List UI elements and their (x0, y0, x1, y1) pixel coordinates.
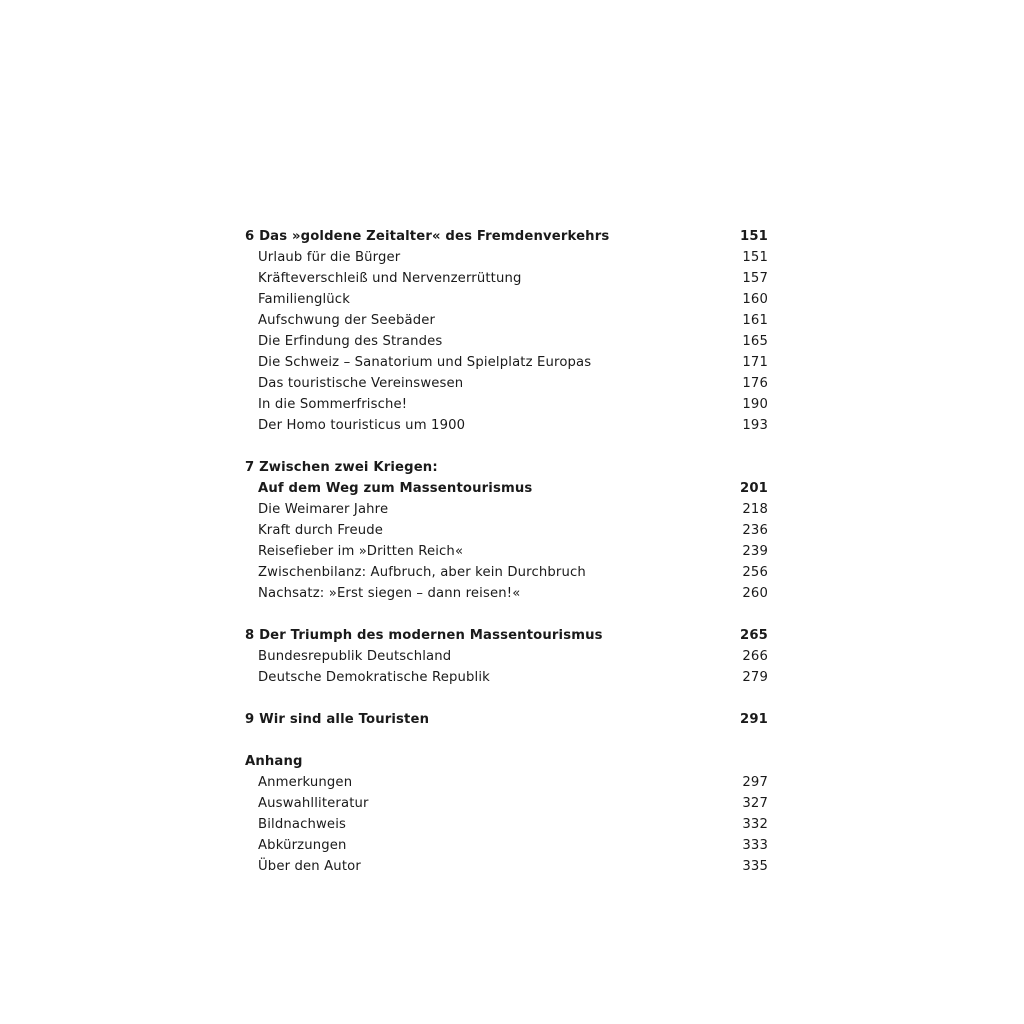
toc-page-number: 201 (740, 481, 768, 496)
toc-page-number: 327 (742, 796, 768, 811)
toc-page-number: 260 (742, 586, 768, 601)
toc-page-number: 218 (742, 502, 768, 517)
toc-item[interactable] (245, 331, 768, 352)
toc-heading-label: Auf dem Weg zum Massentourismus (258, 481, 533, 496)
toc-heading-label: Anhang (245, 754, 303, 769)
toc-item[interactable] (245, 562, 768, 583)
toc-item-label: Familienglück (258, 292, 350, 307)
toc-item-label: Die Weimarer Jahre (258, 502, 389, 517)
toc-item[interactable] (245, 499, 768, 520)
toc-item-label: Der Homo touristicus um 1900 (258, 418, 466, 433)
toc-item-label: Zwischenbilanz: Aufbruch, aber kein Durchbruch (258, 565, 586, 580)
toc-item[interactable] (245, 835, 768, 856)
toc-heading-label: 9 Wir sind alle Touristen (245, 712, 430, 727)
toc-item[interactable] (245, 793, 768, 814)
toc-item-label: Anmerkungen (258, 775, 353, 790)
toc-heading[interactable] (245, 457, 768, 478)
toc-page-number: 161 (742, 313, 768, 328)
toc-item-label: Deutsche Demokratische Republik (258, 670, 490, 685)
toc-page-number: 176 (742, 376, 768, 391)
toc-item-label: Kraft durch Freude (258, 523, 383, 538)
toc-item-label: Kräfteverschleiß und Nervenzerrüttung (258, 271, 522, 286)
table-of-contents (245, 226, 768, 877)
toc-page-number: 160 (742, 292, 768, 307)
toc-heading-continuation[interactable] (245, 478, 768, 499)
toc-heading-label: 6 Das »goldene Zeitalter« des Fremdenverkehrs (245, 229, 610, 244)
toc-item[interactable] (245, 646, 768, 667)
toc-item[interactable] (245, 856, 768, 877)
toc-item[interactable] (245, 667, 768, 688)
toc-heading-label: 8 Der Triumph des modernen Massentourismus (245, 628, 603, 643)
toc-item-label: Nachsatz: »Erst siegen – dann reisen!« (258, 586, 521, 601)
toc-page-number: 297 (742, 775, 768, 790)
toc-page-number: 151 (742, 250, 768, 265)
toc-page-number: 291 (740, 712, 768, 727)
section-spacer (245, 730, 768, 751)
toc-item[interactable] (245, 541, 768, 562)
toc-item[interactable] (245, 352, 768, 373)
toc-page-number: 332 (742, 817, 768, 832)
toc-item-label: Auswahlliteratur (258, 796, 369, 811)
toc-item-label: Abkürzungen (258, 838, 347, 853)
section-spacer (245, 604, 768, 625)
toc-page-number: 279 (742, 670, 768, 685)
toc-item[interactable] (245, 394, 768, 415)
toc-item-label: Die Erfindung des Strandes (258, 334, 443, 349)
toc-item-label: In die Sommerfrische! (258, 397, 408, 412)
toc-page-number: 265 (740, 628, 768, 643)
toc-heading-label: 7 Zwischen zwei Kriegen: (245, 460, 438, 475)
toc-page-number: 171 (742, 355, 768, 370)
toc-page-number: 239 (742, 544, 768, 559)
toc-item[interactable] (245, 772, 768, 793)
toc-heading[interactable] (245, 625, 768, 646)
toc-page-number: 333 (742, 838, 768, 853)
toc-heading[interactable] (245, 751, 768, 772)
toc-heading[interactable] (245, 709, 768, 730)
toc-page-number: 236 (742, 523, 768, 538)
toc-item-label: Das touristische Vereinswesen (258, 376, 464, 391)
toc-page-number: 256 (742, 565, 768, 580)
toc-page-number: 335 (742, 859, 768, 874)
toc-item-label: Über den Autor (258, 859, 361, 874)
toc-item[interactable] (245, 289, 768, 310)
toc-item[interactable] (245, 583, 768, 604)
toc-item[interactable] (245, 415, 768, 436)
toc-item-label: Urlaub für die Bürger (258, 250, 401, 265)
section-spacer (245, 436, 768, 457)
toc-heading[interactable] (245, 226, 768, 247)
toc-item-label: Aufschwung der Seebäder (258, 313, 436, 328)
toc-item[interactable] (245, 814, 768, 835)
toc-item[interactable] (245, 310, 768, 331)
toc-item[interactable] (245, 373, 768, 394)
toc-item-label: Die Schweiz – Sanatorium und Spielplatz Europas (258, 355, 592, 370)
toc-item-label: Bildnachweis (258, 817, 347, 832)
toc-page-number: 151 (740, 229, 768, 244)
toc-item[interactable] (245, 268, 768, 289)
toc-item[interactable] (245, 520, 768, 541)
toc-page-number: 266 (742, 649, 768, 664)
toc-item-label: Reisefieber im »Dritten Reich« (258, 544, 464, 559)
toc-page-number: 193 (742, 418, 768, 433)
toc-page-number: 157 (742, 271, 768, 286)
section-spacer (245, 688, 768, 709)
toc-item-label: Bundesrepublik Deutschland (258, 649, 452, 664)
toc-item[interactable] (245, 247, 768, 268)
toc-page-number: 190 (742, 397, 768, 412)
toc-page-number: 165 (742, 334, 768, 349)
